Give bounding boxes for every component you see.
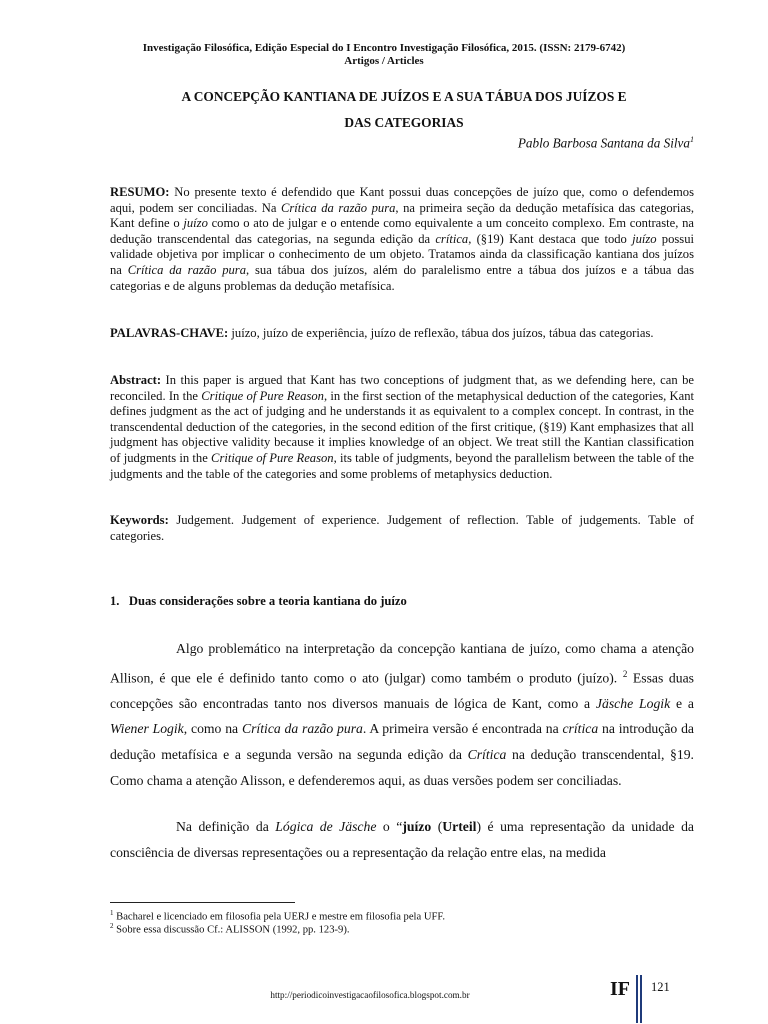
body-italic: Lógica de Jäsche bbox=[275, 819, 377, 834]
journal-logo: IF bbox=[610, 978, 630, 1000]
logo-bar bbox=[636, 975, 638, 1023]
palavras-text: juízo, juízo de experiência, juízo de reflexão, tábua dos juízos, tábua das categorias. bbox=[228, 326, 654, 340]
body-italic: Crítica bbox=[467, 746, 507, 762]
abstract-text: , in the first section of the metaphysical deduction of the categories, Kant defines judgment as the act of judging and he understands it as equivalent to a complex concept. In contrast, in the transcendental deduction of the categories, in the second edition of the first critique, (§19) Kant emphasizes that all judgment has objective validity because it implies knowledge of an object. We treat still the Kantian classification of judgments in the bbox=[110, 388, 694, 465]
footnote-text: Bacharel e licenciado em filosofia pela UERJ e mestre em filosofia pela UFF. bbox=[113, 911, 446, 923]
footer-url-link[interactable]: http://periodicoinvestigacaofilosofica.blogspot.com.br bbox=[270, 990, 470, 1000]
footnote-ref-2: 2 bbox=[622, 668, 628, 679]
title-line-1: A CONCEPÇÃO KANTIANA DE JUÍZOS E A SUA TÁBUA DOS JUÍZOS E bbox=[181, 89, 627, 104]
resumo-italic: juízo bbox=[183, 216, 208, 231]
body-text: e a bbox=[670, 695, 694, 711]
resumo-label: RESUMO: bbox=[110, 185, 170, 199]
resumo-italic: juízo bbox=[632, 231, 657, 246]
logo-bar bbox=[640, 975, 642, 1023]
body-italic: Jäsche Logik bbox=[595, 695, 671, 711]
page-number: 121 bbox=[651, 980, 670, 994]
abstract-text: , its table of judgments, beyond the parallelism between the table of the judgments and the table of the categories and some problems of metaphysics deduction. bbox=[110, 450, 694, 481]
keywords-label: Keywords: bbox=[110, 513, 169, 527]
keywords-text: Judgement. Judgement of experience. Judgement of reflection. Table of judgements. Table of categories. bbox=[110, 513, 694, 543]
section-label: Artigos / Articles bbox=[344, 55, 424, 67]
title-line-2: DAS CATEGORIAS bbox=[344, 115, 464, 130]
body-paragraph-2 bbox=[110, 814, 694, 865]
footnote-2 bbox=[110, 920, 694, 937]
body-text: . A primeira versão é encontrada na bbox=[362, 721, 563, 737]
body-text: Na definição da bbox=[176, 819, 276, 834]
body-text: ( bbox=[431, 819, 443, 834]
keywords-paragraph bbox=[110, 513, 694, 544]
resumo-text: , sua tábua dos juízos, além do paralelismo entre a tábua dos juízos e a tábua das categorias e de alguns problemas da dedução metafísica. bbox=[110, 262, 694, 293]
footnote-mark: 1 bbox=[110, 909, 114, 917]
journal-citation: Investigação Filosófica, Edição Especial do I Encontro Investigação Filosófica, 2015. (ISSN: 2179-6742) bbox=[142, 42, 626, 54]
body-text: Essas duas concepções são encontradas tanto nos diversos manuais de lógica de Kant, como a bbox=[110, 670, 694, 711]
resumo-text: possui validade objetiva por implicar o conhecimento de um objeto. Tratamos ainda da classificação kantiana dos juízos na bbox=[110, 231, 694, 277]
body-text: , como na bbox=[183, 721, 242, 737]
resumo-text: , (§19) Kant destaca que todo bbox=[468, 231, 633, 246]
footnote-mark: 2 bbox=[110, 922, 114, 930]
body-text: ) é uma representação da unidade da consciência de diversas representações ou a representação da relação entre elas, na medida bbox=[110, 819, 694, 860]
author-text: Pablo Barbosa Santana da Silva bbox=[517, 135, 690, 151]
body-paragraph-1 bbox=[110, 636, 694, 793]
body-italic: Crítica da razão pura bbox=[241, 721, 363, 737]
body-text: o “ bbox=[376, 819, 403, 834]
resumo-italic: crítica bbox=[435, 231, 469, 246]
abstract-italic: Critique of Pure Reason bbox=[211, 450, 334, 465]
abstract-italic: Critique of Pure Reason bbox=[201, 388, 324, 403]
section-heading: 1. Duas considerações sobre a teoria kantiana do juízo bbox=[110, 594, 407, 608]
body-italic: Wiener Logik bbox=[110, 721, 184, 737]
resumo-text: como o ato de julgar e o entende como equivalente a um conceito complexo. Em contraste, na dedução transcendental das categorias, na segunda edição da bbox=[110, 216, 694, 246]
abstract-text: In this paper is argued that Kant has two conceptions of judgment that, as we defending here, can be reconciled. In the bbox=[110, 373, 694, 403]
resumo-italic: Crítica da razão pura bbox=[127, 262, 247, 277]
resumo-text: , na primeira seção da dedução metafísica das categorias, Kant define o bbox=[110, 200, 694, 231]
body-text: na dedução transcendental, §19. Como chama a atenção Alisson, e defenderemos aqui, as duas versões podem ser conciliadas. bbox=[110, 746, 694, 788]
journal-header bbox=[90, 42, 678, 68]
palavras-label: PALAVRAS-CHAVE: bbox=[110, 326, 229, 340]
palavras-chave-paragraph bbox=[110, 326, 694, 342]
body-italic: crítica bbox=[562, 721, 599, 737]
article-title bbox=[140, 84, 668, 136]
body-bold: juízo bbox=[402, 819, 432, 834]
footnote-divider bbox=[110, 902, 295, 903]
abstract-label: Abstract: bbox=[110, 373, 162, 387]
resumo-italic: Crítica da razão pura bbox=[281, 200, 396, 215]
body-text: na introdução da dedução metafísica e a segunda versão na segunda edição da bbox=[110, 721, 694, 762]
body-bold: Urteil bbox=[442, 819, 477, 834]
resumo-text: No presente texto é defendido que Kant possui duas concepções de juízo que, como o defendemos aqui, podem ser conciliadas. Na bbox=[110, 185, 694, 215]
abstract-paragraph bbox=[110, 373, 694, 482]
body-text: Algo problemático na interpretação da concepção kantiana de juízo, como chama a atenção Allison, é que ele é definido tanto como o ato (julgar) como também o produto (juízo). bbox=[110, 641, 694, 686]
resumo-paragraph bbox=[110, 185, 694, 294]
footnote-text: Sobre essa discussão Cf.: ALISSON (1992, pp. 123-9). bbox=[113, 924, 350, 936]
author-name bbox=[518, 135, 694, 151]
author-footnote-mark: 1 bbox=[690, 135, 694, 144]
